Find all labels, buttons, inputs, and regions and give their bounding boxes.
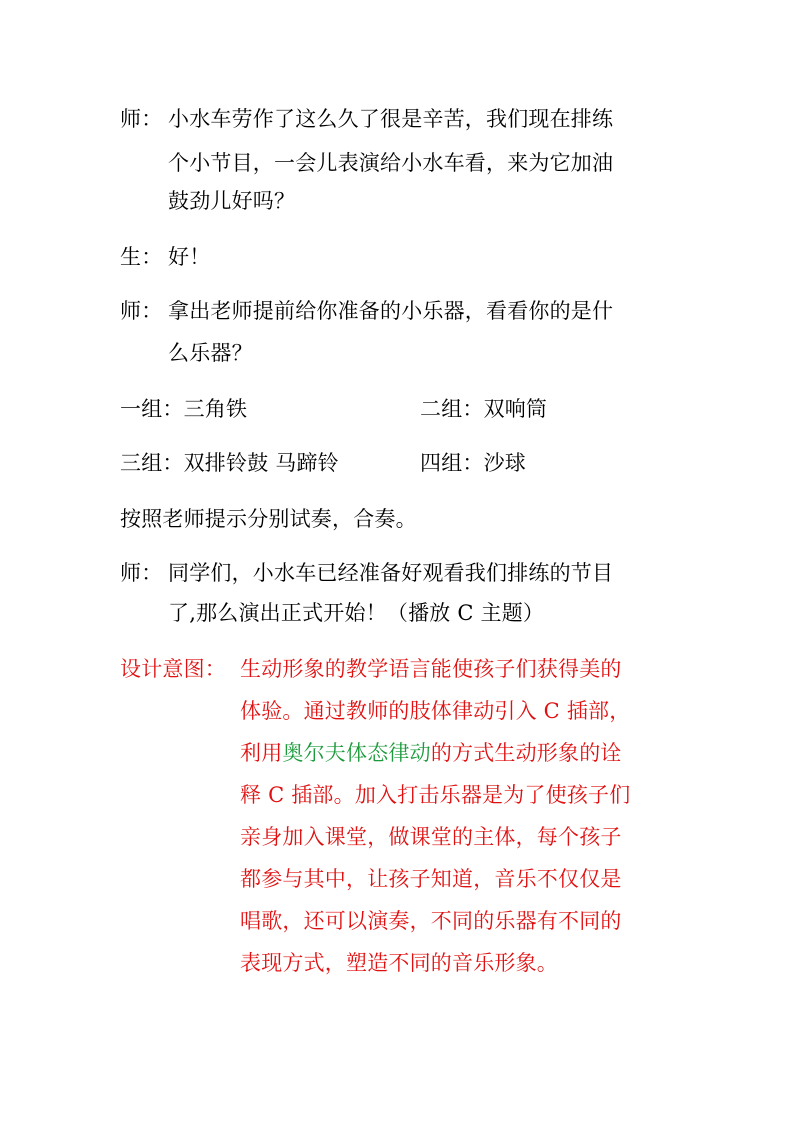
teacher-line-2-1: 拿出老师提前给你准备的小乐器，看看你的是什	[168, 299, 614, 323]
design-intent-line-6: 都参与其中，让孩子知道，音乐不仅仅是	[240, 867, 622, 891]
design-intent-line-4: 释 C 插部。加入打击乐器是为了使孩子们	[240, 783, 631, 807]
teacher-line-1-2: 个小节目，一会儿表演给小水车看，来为它加油	[168, 151, 614, 175]
teacher-line-1-1: 小水车劳作了这么久了很是辛苦，我们现在排练	[168, 107, 614, 131]
teacher-line-2-2: 么乐器？	[168, 341, 253, 365]
teacher-line-3-2: 了,那么演出正式开始！（播放 C 主题）	[168, 601, 545, 625]
design-intent-line-3-post: 的方式生动形象的诠	[430, 741, 622, 765]
teacher-line-1-3: 鼓劲儿好吗？	[168, 189, 296, 213]
group-4: 四组：沙球	[420, 451, 526, 475]
orff-eurhythmics-highlight: 奥尔夫体态律动	[282, 741, 431, 765]
teacher-speaker-3: 师：	[120, 561, 163, 585]
instruction-text: 按照老师提示分别试奏，合奏。	[120, 507, 417, 531]
design-intent-line-5: 亲身加入课堂，做课堂的主体，每个孩子	[240, 825, 622, 849]
design-intent-line-2: 体验。通过教师的肢体律动引入 C 插部，	[240, 699, 631, 723]
group-2: 二组：双响筒	[420, 397, 548, 421]
student-reply-1: 好！	[168, 245, 211, 269]
student-speaker-1: 生：	[120, 245, 163, 269]
design-intent-line-3-pre: 利用	[240, 741, 283, 765]
design-intent-line-3	[240, 740, 622, 766]
design-intent-label: 设计意图：	[120, 657, 226, 681]
teacher-speaker-1: 师：	[120, 107, 163, 131]
teacher-speaker-2: 师：	[120, 299, 163, 323]
design-intent-line-1: 生动形象的教学语言能使孩子们获得美的	[240, 657, 622, 681]
teacher-line-3-1: 同学们，小水车已经准备好观看我们排练的节目	[168, 561, 614, 585]
design-intent-line-8: 表现方式，塑造不同的音乐形象。	[240, 951, 558, 975]
group-3: 三组：双排铃鼓 马蹄铃	[120, 451, 339, 475]
group-1: 一组：三角铁	[120, 397, 248, 421]
design-intent-line-7: 唱歌，还可以演奏，不同的乐器有不同的	[240, 909, 622, 933]
